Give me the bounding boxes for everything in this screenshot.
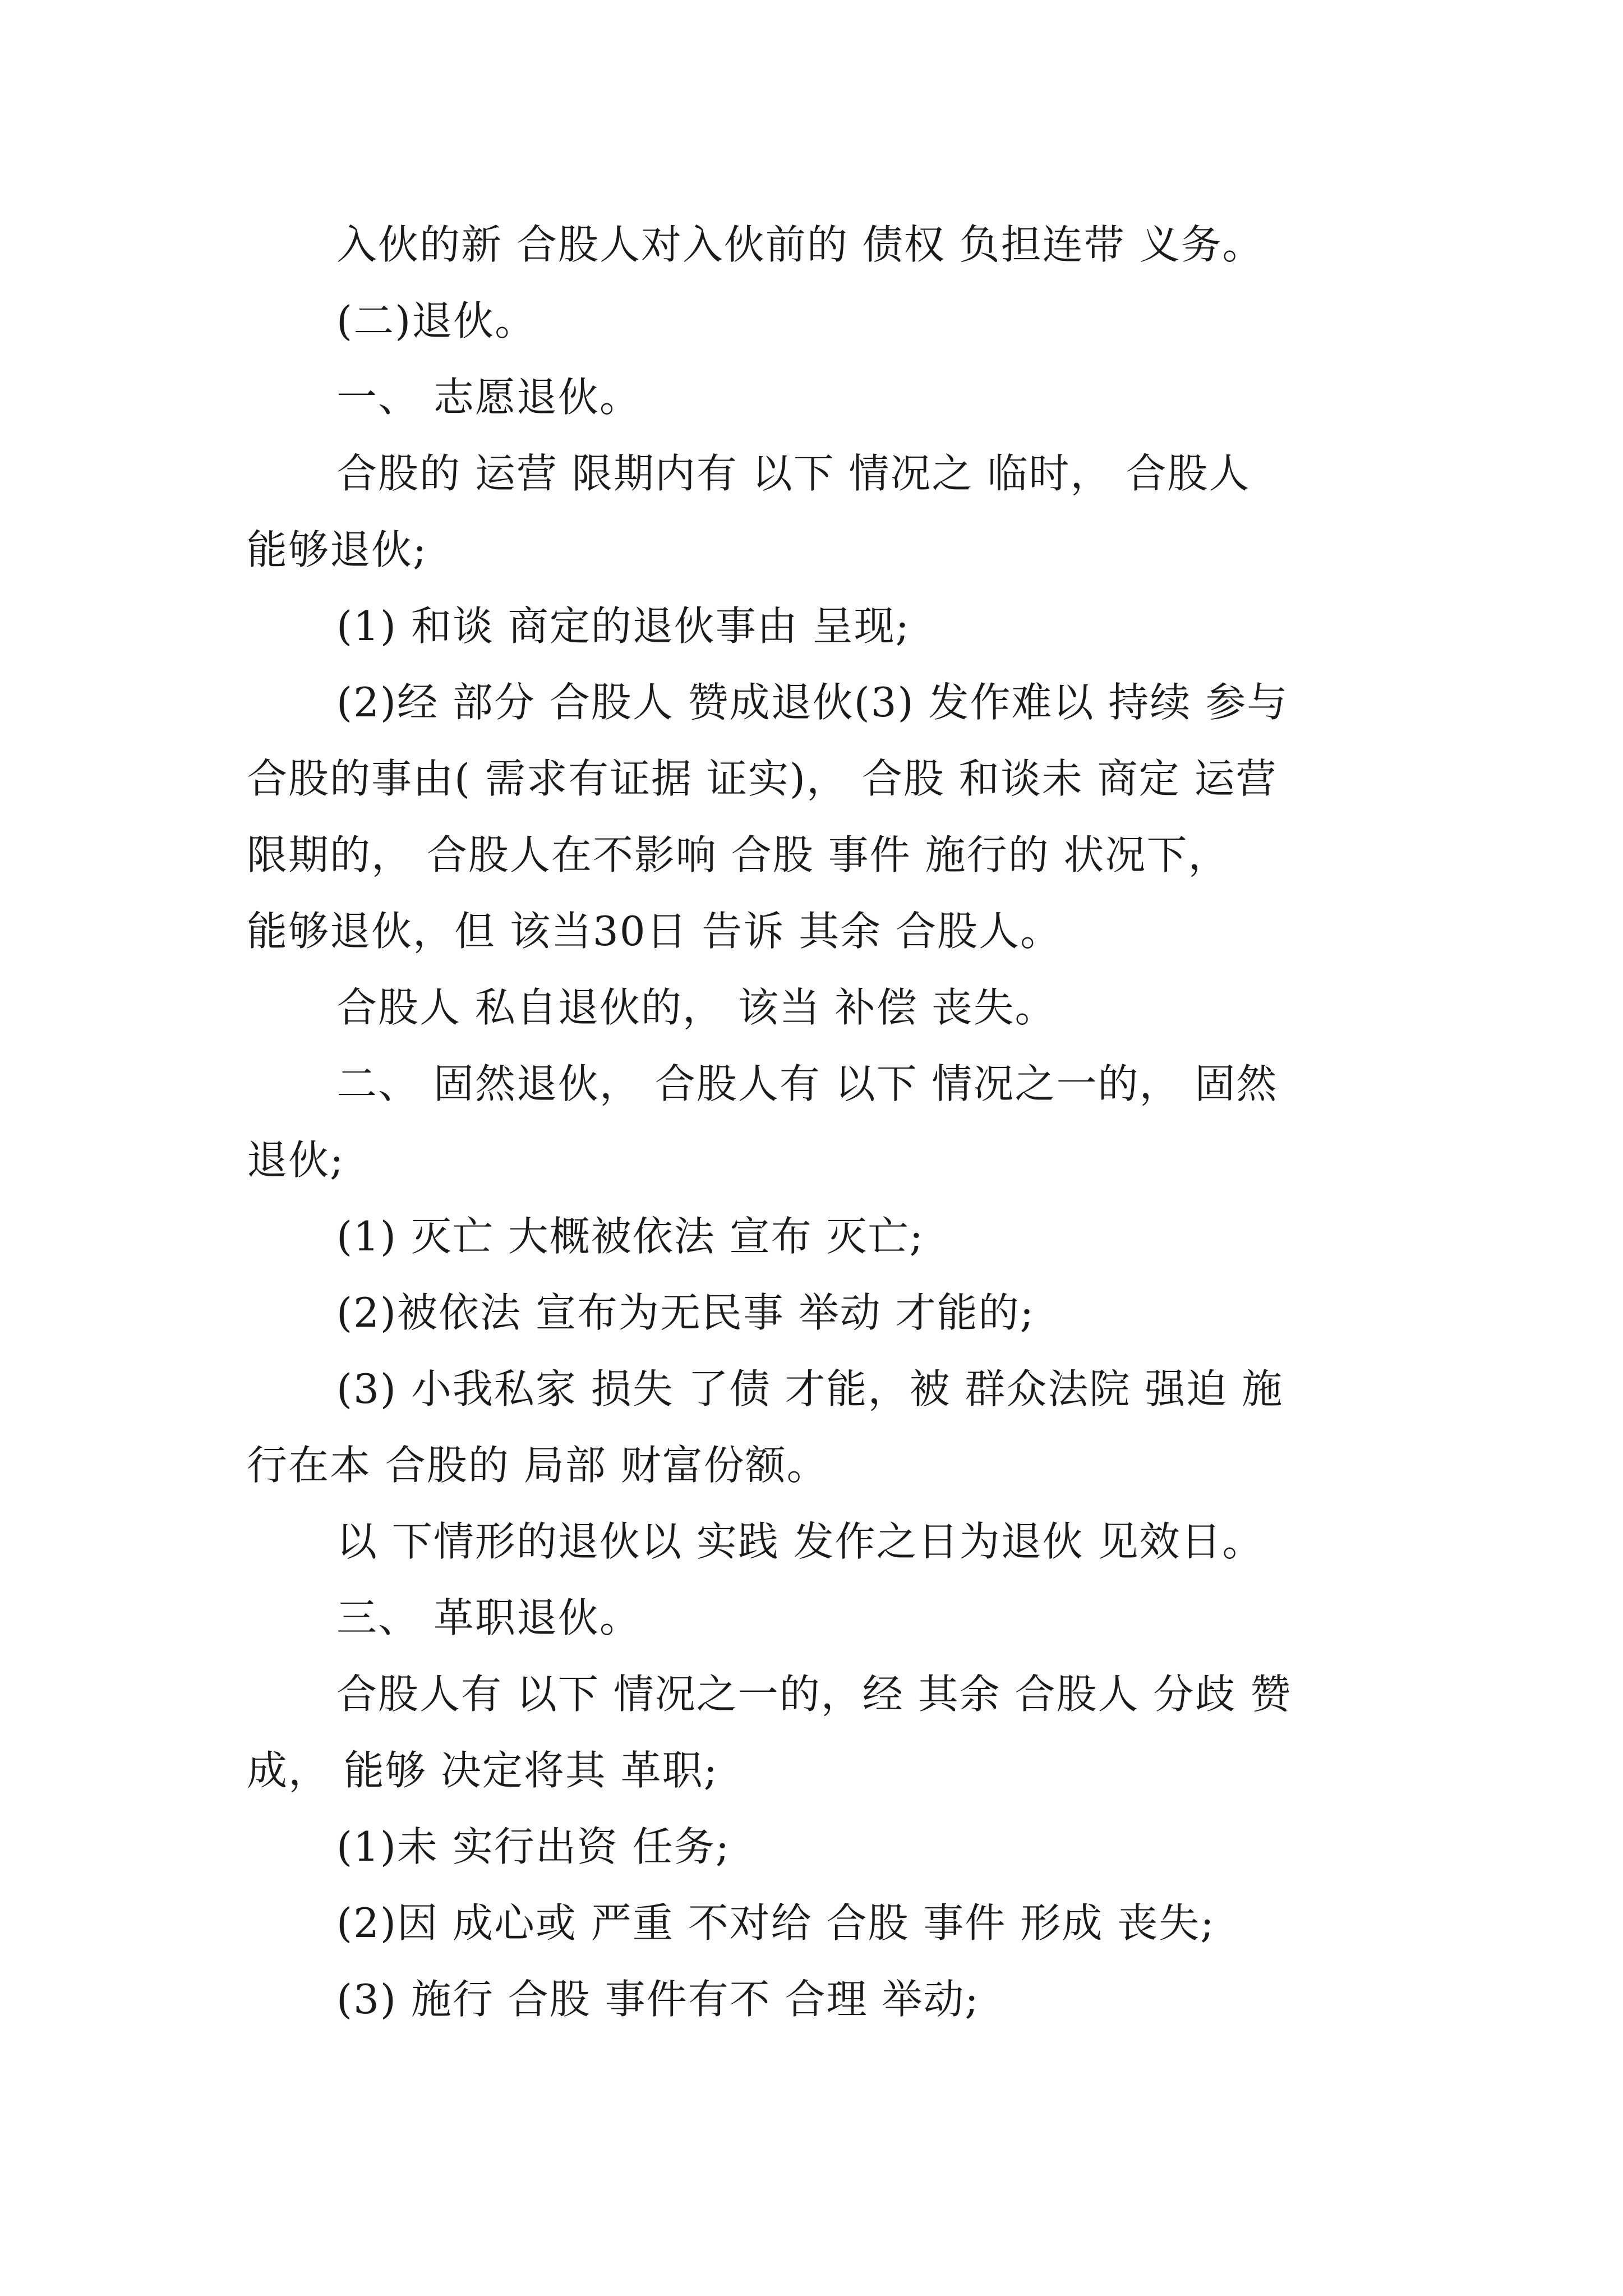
- list-item: (3) 小我私家 损失 了债 才能，被 群众法院 强迫 施: [336, 1365, 1284, 1412]
- list-item: (1)未 实行出资 任务;: [336, 1823, 731, 1870]
- list-item: (2)经 部分 合股人 赞成退伙(3) 发作难以 持续 参与: [336, 679, 1289, 726]
- subsection-heading: 一、 志愿退伙。: [336, 374, 641, 421]
- subsection-heading: 三、 革职退伙。: [336, 1594, 641, 1641]
- text-line: 成， 能够 决定将其 革职;: [247, 1747, 718, 1794]
- text-line: 合股人 私自退伙的， 该当 补偿 丧失。: [336, 984, 1057, 1031]
- list-item: (2)因 成心或 严重 不对给 合股 事件 形成 丧失;: [336, 1899, 1215, 1947]
- subsection-heading: 二、 固然退伙， 合股人有 以下 情况之一的， 固然: [336, 1060, 1278, 1107]
- text-line: 能够退伙，但 该当30日 告诉 其余 合股人。: [247, 908, 1062, 955]
- list-item: (3) 施行 合股 事件有不 合理 举动;: [336, 1976, 980, 2023]
- list-item: (1) 灭亡 大概被依法 宣布 灭亡;: [336, 1213, 924, 1260]
- list-item: (1) 和谈 商定的退伙事由 呈现;: [336, 602, 910, 650]
- text-line: 合股的事由( 需求有证据 证实)， 合股 和谈未 商定 运营: [247, 755, 1278, 802]
- list-item: (2)被依法 宣布为无民事 举动 才能的;: [336, 1289, 1035, 1336]
- text-line: 行在本 合股的 局部 财富份额。: [247, 1442, 828, 1489]
- text-line: 合股人有 以下 情况之一的，经 其余 合股人 分歧 赞: [336, 1671, 1292, 1718]
- text-line: 退伙;: [247, 1137, 345, 1184]
- text-line: 限期的， 合股人在不影响 合股 事件 施行的 状况下，: [247, 831, 1230, 878]
- section-heading: (二)退伙。: [336, 297, 537, 344]
- text-line: 入伙的新 合股人对入伙前的 债权 负担连带 义务。: [336, 221, 1264, 268]
- document-body: [247, 206, 1380, 2037]
- text-line: 以 下情形的退伙以 实践 发作之日为退伙 见效日。: [336, 1518, 1264, 1565]
- text-line: 能够退伙;: [247, 526, 428, 573]
- text-line: 合股的 运营 限期内有 以下 情况之 临时， 合股人: [336, 450, 1251, 497]
